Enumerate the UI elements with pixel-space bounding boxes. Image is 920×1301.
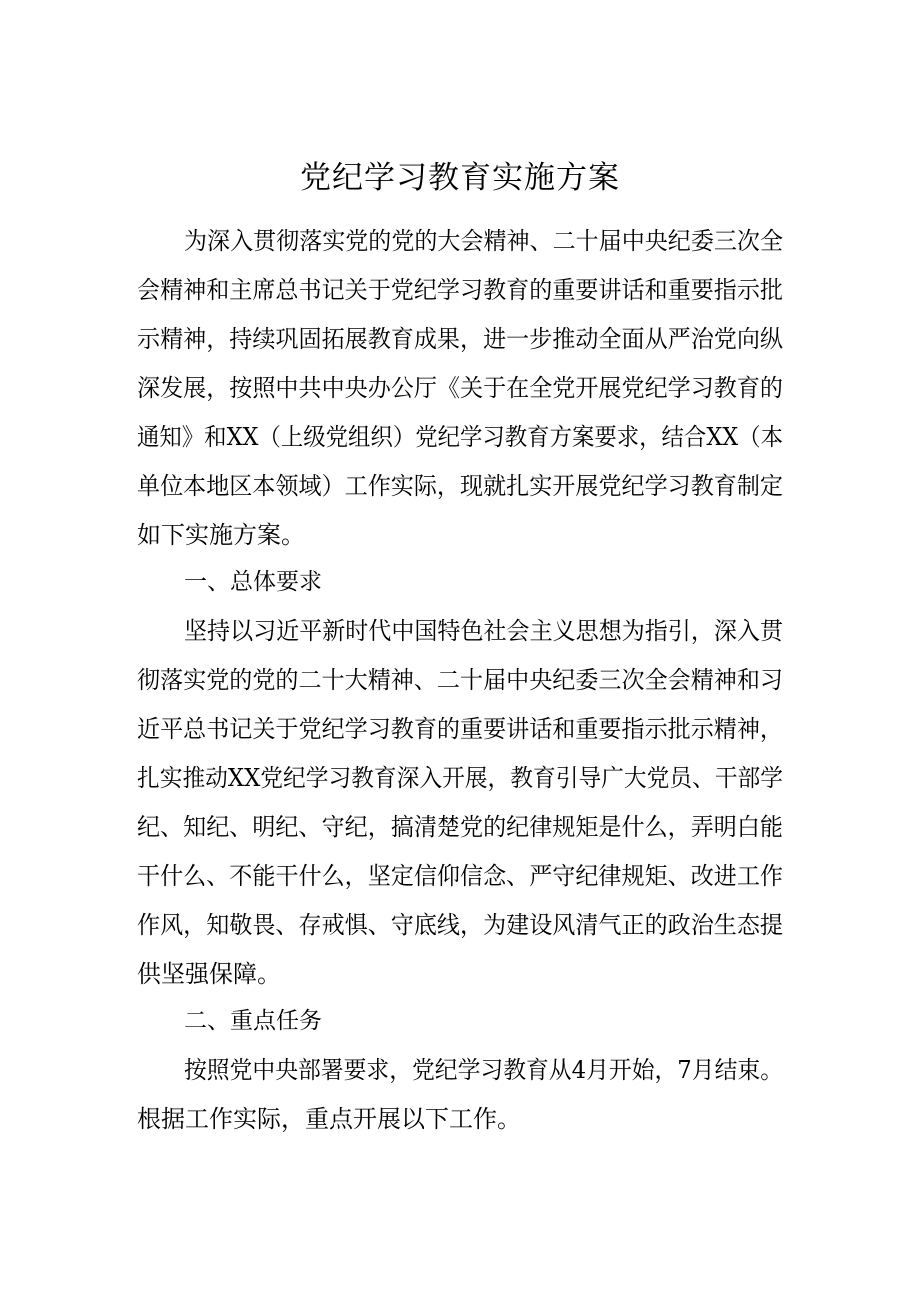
- section2-line: [0, 1047, 920, 1093]
- intro-line: [0, 463, 920, 509]
- section-heading-text: 二、重点任务: [184, 1008, 322, 1034]
- document-title: 党纪学习教育实施方案: [300, 160, 620, 196]
- section1-line-text: 作风，知敬畏、存戒惧、守底线，为建设风清气正的政治生态提: [137, 911, 783, 939]
- intro-line-text: 示精神，持续巩固拓展教育成果，进一步推动全面从严治党向纵: [137, 325, 783, 353]
- section1-line: [0, 755, 920, 801]
- intro-line-text: 通知》和XX（上级党组织）党纪学习教育方案要求，结合XX（本: [137, 423, 783, 451]
- section1-line-text: 近平总书记关于党纪学习教育的重要讲话和重要指示批示精神，: [137, 715, 783, 743]
- section-heading-text: 一、总体要求: [184, 569, 322, 595]
- section1-line-text: 坚持以习近平新时代中国特色社会主义思想为指引，深入贯: [184, 617, 783, 645]
- section2-line-text: 根据工作实际，重点开展以下工作。: [137, 1105, 521, 1133]
- intro-line: [0, 218, 920, 264]
- section1-line: [0, 853, 920, 899]
- intro-line: [0, 512, 920, 558]
- intro-line: [0, 414, 920, 460]
- intro-line-text: 为深入贯彻落实党的党的大会精神、二十届中央纪委三次全: [184, 227, 783, 255]
- section2-line-text: 按照党中央部署要求，党纪学习教育从4月开始，7月结束。: [184, 1056, 783, 1084]
- intro-line: [0, 365, 920, 411]
- section1-line-text: 干什么、不能干什么，坚定信仰信念、严守纪律规矩、改进工作: [137, 862, 783, 890]
- intro-line-text: 会精神和主席总书记关于党纪学习教育的重要讲话和重要指示批: [137, 276, 783, 304]
- section1-line: [0, 951, 920, 997]
- intro-line: [0, 267, 920, 313]
- section1-line: [0, 706, 920, 752]
- section2-line: [0, 1096, 920, 1142]
- section1-line: [0, 608, 920, 654]
- intro-line-text: 单位本地区本领域）工作实际，现就扎实开展党纪学习教育制定: [137, 472, 783, 500]
- section-heading-key-tasks: [0, 998, 920, 1044]
- section1-line-text: 纪、知纪、明纪、守纪，搞清楚党的纪律规矩是什么，弄明白能: [137, 813, 783, 841]
- section1-line-text: 彻落实党的党的二十大精神、二十届中央纪委三次全会精神和习: [137, 666, 783, 694]
- section1-line: [0, 804, 920, 850]
- section1-line-text: 供坚强保障。: [137, 960, 281, 988]
- section1-line-text: 扎实推动XX党纪学习教育深入开展，教育引导广大党员、干部学: [137, 764, 783, 792]
- intro-line: [0, 316, 920, 362]
- intro-line-text: 深发展，按照中共中央办公厅《关于在全党开展党纪学习教育的: [137, 374, 783, 402]
- intro-line-text: 如下实施方案。: [137, 521, 305, 549]
- section-heading-general-requirements: [0, 559, 920, 605]
- section1-line: [0, 657, 920, 703]
- section1-line: [0, 902, 920, 948]
